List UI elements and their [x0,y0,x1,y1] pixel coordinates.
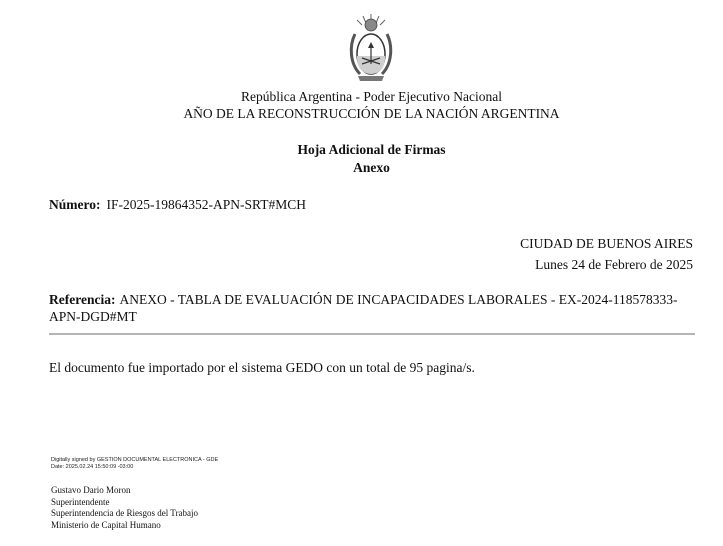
signer-role: Superintendente [51,496,110,507]
signer-organization: Superintendencia de Riesgos del Trabajo [51,508,198,518]
digital-signature [51,457,218,470]
document-number-value: IF-2025-19864352-APN-SRT#MCH [106,197,306,212]
signer-block [51,485,198,531]
digital-signature-line1: Digitally signed by GESTION DOCUMENTAL ELECTRONICA - GDE [51,457,219,463]
document-number [49,197,306,213]
document-title: Hoja Adicional de Firmas [297,142,446,157]
reference-value: ANEXO - TABLA DE EVALUACIÓN DE INCAPACIDADES LABORALES - EX-2024-118578333-APN-DGD#MT [49,292,678,324]
divider [49,333,695,335]
date: Lunes 24 de Febrero de 2025 [535,257,693,272]
coat-of-arms-icon [346,12,396,84]
reference-label: Referencia: [49,292,116,307]
reference [49,291,699,325]
place: CIUDAD DE BUENOS AIRES [520,236,693,251]
signer-ministry: Ministerio de Capital Humano [51,519,161,530]
document-number-label: Número: [49,197,101,212]
body-text: El documento fue importado por el sistema GEDO con un total de 95 pagina/s. [49,360,475,375]
header-year-motto: AÑO DE LA RECONSTRUCCIÓN DE LA NACIÓN ARGENTINA [183,106,560,121]
document-subtitle: Anexo [353,160,390,175]
digital-signature-date: Date: 2025.02.24 15:50:09 -03:00 [51,463,134,470]
header-republica: República Argentina - Poder Ejecutivo Nacional [240,89,503,104]
signer-name: Gustavo Dario Moron [51,485,131,495]
